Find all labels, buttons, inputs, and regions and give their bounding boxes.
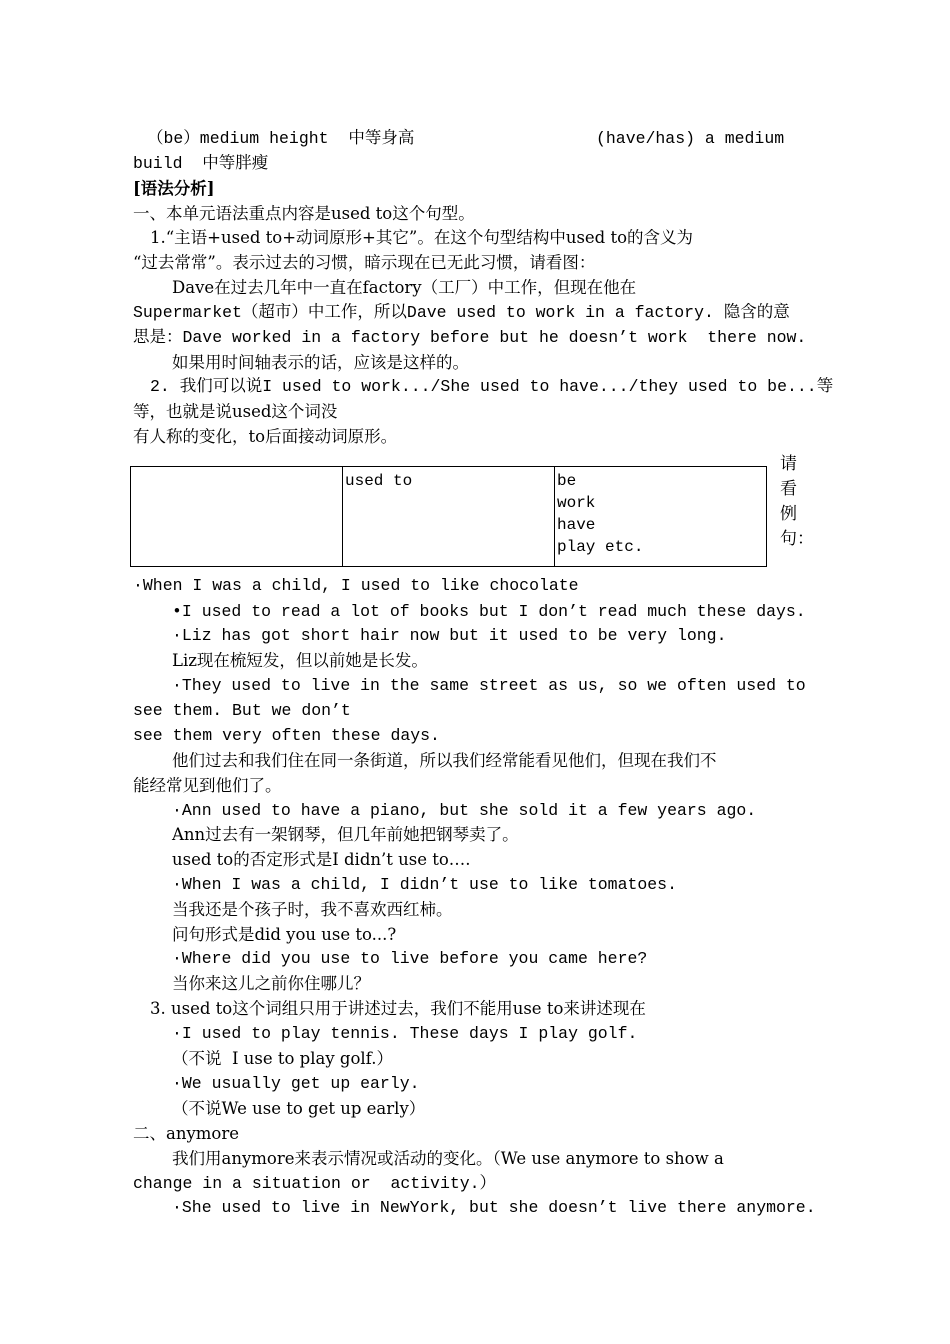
example-street-translation-2: 能经常见到他们了。 bbox=[133, 776, 282, 795]
point-two-line-3: 有人称的变化，to后面接动词原形。 bbox=[133, 427, 398, 446]
point-one-line-4: Supermarket（超市）中工作，所以Dave used to work in a factory. 隐含的意 bbox=[133, 303, 790, 322]
example-tomatoes: ·When I was a child, I didn’t use to like tomatoes. bbox=[172, 875, 677, 894]
side-note-char: 请 bbox=[780, 454, 797, 474]
side-note-char: 例 bbox=[780, 504, 797, 524]
example-street-line-3: see them very often these days. bbox=[133, 726, 440, 745]
example-chocolate: ·When I was a child, I used to like chocolate bbox=[133, 576, 579, 595]
example-street-line-1: ·They used to live in the same street as us, so we often used to bbox=[172, 676, 806, 695]
verb-item: be bbox=[557, 472, 577, 490]
table-cell-verbs bbox=[555, 467, 767, 567]
example-where-live-translation: 当你来这儿之前你住哪儿？ bbox=[172, 974, 370, 993]
example-piano-translation: Ann过去有一架钢琴，但几年前她把钢琴卖了。 bbox=[172, 825, 519, 844]
example-piano: ·Ann used to have a piano, but she sold it a few years ago. bbox=[172, 801, 757, 820]
verb-item: have bbox=[557, 516, 596, 534]
example-tennis-note: （不说 I use to play golf.） bbox=[172, 1049, 393, 1068]
line-medium-height: （be）medium height 中等身高 bbox=[147, 129, 415, 148]
used-to-table bbox=[130, 466, 767, 567]
point-one-line-6: 如果用时间轴表示的话，应该是这样的。 bbox=[172, 353, 469, 372]
question-form-note: 问句形式是did you use to...? bbox=[172, 925, 397, 944]
example-new-york: ·She used to live in NewYork, but she doesn’t live there anymore. bbox=[172, 1198, 816, 1217]
point-two-line-2: 等，也就是说used这个词没 bbox=[133, 402, 338, 421]
table-cell-used-to: used to bbox=[343, 467, 555, 567]
side-note-see-examples bbox=[780, 452, 814, 552]
point-one-line-1: 1.“主语+used to+动词原形+其它”。在这个句型结构中used to的含义为 bbox=[150, 228, 694, 247]
point-two-line-1: 2. 我们可以说I used to work.../She used to have.../they used to be...等 bbox=[150, 377, 834, 396]
point-three: 3. used to这个词组只用于讲述过去，我们不能用use to来讲述现在 bbox=[150, 999, 646, 1018]
section-two-title: 二、anymore bbox=[133, 1124, 240, 1143]
line-build: build 中等胖瘦 bbox=[133, 154, 269, 173]
negative-form-note: used to的否定形式是I didn’t use to…. bbox=[172, 850, 471, 869]
example-books: •I used to read a lot of books but I don’t read much these days. bbox=[172, 602, 806, 621]
point-one-line-5: 思是：Dave worked in a factory before but he doesn’t work there now. bbox=[133, 328, 807, 347]
point-one-line-2: “过去常常”。表示过去的习惯，暗示现在已无此习惯，请看图： bbox=[133, 253, 596, 272]
anymore-explanation-1: 我们用anymore来表示情况或活动的变化。（We use anymore to show a bbox=[172, 1149, 724, 1168]
side-note-char: 句： bbox=[780, 529, 814, 549]
table-cell-subject bbox=[131, 467, 343, 567]
example-liz: ·Liz has got short hair now but it used to be very long. bbox=[172, 626, 727, 645]
example-tennis: ·I used to play tennis. These days I play golf. bbox=[172, 1024, 638, 1043]
section-heading: [语法分析] bbox=[133, 179, 215, 198]
side-note-char: 看 bbox=[780, 479, 797, 499]
anymore-explanation-2: change in a situation or activity.） bbox=[133, 1174, 497, 1193]
example-street-line-2: see them. But we don’t bbox=[133, 701, 351, 720]
example-where-live: ·Where did you use to live before you came here? bbox=[172, 949, 648, 968]
section-one-title: 一、本单元语法重点内容是used to这个句型。 bbox=[133, 204, 475, 223]
verb-item: work bbox=[557, 494, 596, 512]
point-one-line-3: Dave在过去几年中一直在factory（工厂）中工作，但现在他在 bbox=[172, 278, 637, 297]
verb-item: play etc. bbox=[557, 538, 644, 556]
example-tomatoes-translation: 当我还是个孩子时，我不喜欢西红柿。 bbox=[172, 900, 453, 919]
example-street-translation-1: 他们过去和我们住在同一条街道，所以我们经常能看见他们，但现在我们不 bbox=[172, 751, 717, 770]
example-get-up: ·We usually get up early. bbox=[172, 1074, 420, 1093]
example-liz-translation: Liz现在梳短发，但以前她是长发。 bbox=[172, 651, 428, 670]
line-medium-build: (have/has) a medium bbox=[596, 129, 785, 148]
example-get-up-note: （不说We use to get up early） bbox=[172, 1099, 426, 1118]
